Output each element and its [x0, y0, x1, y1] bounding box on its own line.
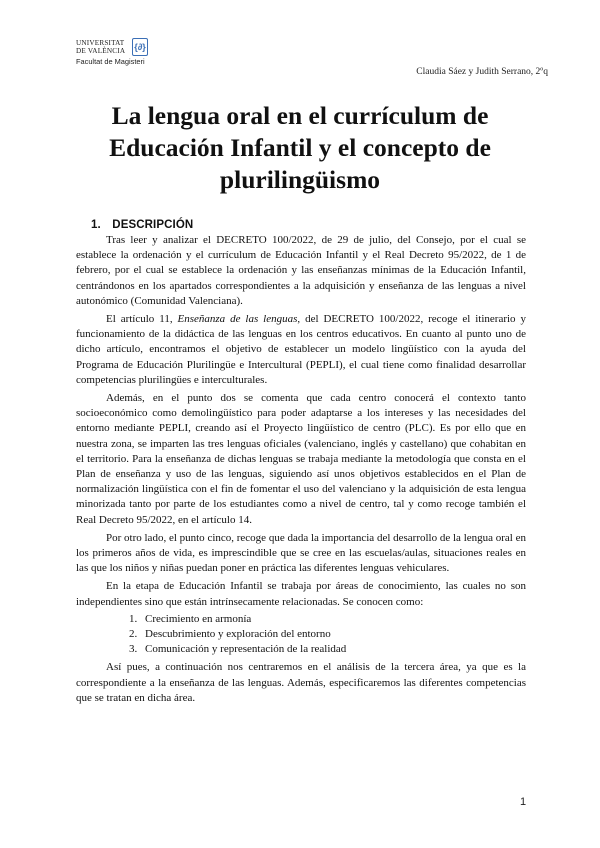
list-item-text: Descubrimiento y exploración del entorno	[145, 628, 331, 641]
list-item-text: Crecimiento en armonía	[145, 612, 252, 625]
section-heading	[91, 219, 193, 231]
paragraph-italic-text: Enseñanza de las lenguas	[177, 313, 298, 326]
title-line: Educación Infantil y el concepto de	[109, 133, 491, 162]
university-logo	[76, 38, 186, 68]
list-item	[76, 642, 526, 657]
title-line: plurilingüismo	[219, 165, 381, 194]
paragraph: En la etapa de Educación Infantil se trabaja por áreas de conocimiento, las cuales no son independientes sino que están intrínsecamente relacionadas. Se conocen como:	[76, 580, 526, 608]
logo-faculty-name: Facultat de Magisteri	[76, 57, 145, 66]
logo-university-line1: UNIVERSITAT	[76, 39, 125, 47]
list-item-number: 2.	[129, 628, 138, 641]
section-number: 1.	[91, 219, 101, 231]
logo-university-line2: DE VALÈNCIA	[76, 47, 126, 55]
paragraph-text: El artículo 11,	[106, 313, 178, 326]
logo-mark-icon: {∂}	[132, 38, 148, 56]
areas-list	[76, 612, 526, 658]
list-item-number: 3.	[129, 643, 138, 656]
document-title	[60, 100, 540, 196]
paragraph: Así pues, a continuación nos centraremos en el análisis de la tercera área, ya que es la correspondiente a la enseñanza de las lenguas. Además, especificaremos las diferentes competencias que se tratan en dicha área.	[76, 661, 526, 704]
logo-university-name	[76, 39, 125, 55]
document-body	[76, 233, 526, 709]
section-title: DESCRIPCIÓN	[112, 219, 194, 231]
paragraph	[76, 312, 526, 388]
authors-header: Claudia Sáez y Judith Serrano, 2ºq	[416, 67, 548, 77]
list-item	[76, 627, 526, 642]
paragraph-text: , del DECRETO 100/2022, recoge el itinerario y funcionamiento de la didáctica de las lenguas en los centros educativos. En cuanto al punto uno de dicho artículo, encontramos el objetivo de establecer un modelo lingüístico con la ayuda del Programa de Educación Plurilingüe e Intercultural (PEPLI), el cual tiene como finalidad desarrollar competencias plurilingües e interculturales.	[76, 313, 526, 386]
list-item-number: 1.	[129, 612, 138, 625]
paragraph: Por otro lado, el punto cinco, recoge que dada la importancia del desarrollo de la lengua oral en los primeros años de vida, es imprescindible que se cree en las escuelas/aulas, situaciones reales en las que los niños y niñas puedan poner en práctica las diferentes lenguas vehiculares.	[76, 531, 526, 575]
paragraph: Además, en el punto dos se comenta que cada centro conocerá el contexto tanto socioeconómico como demolingüístico para poder adaptarse a los intereses y las necesidades del entorno mediante PEPLI, creando así el Proyecto lingüístico de centro (PLC). Es por ello que en nuestra zona, se imparten las tres lenguas oficiales (valenciano, inglés y castellano) que cohabitan en el territorio. Para la enseñanza de dichas lenguas se trabaja mediante la metodología que consta en el Plan de enseñanza y uso de las lenguas, siguiendo así unos objetivos establecidos en el Plan de normalización lingüística con el fin de fomentar el uso del valenciano y la adquisición de esta lengua minorizada tanto por parte de los estudiantes como a nivel de centro, tal y como recoge también el Real Decreto 95/2022, en el artículo 14.	[76, 392, 526, 526]
page-number: 1	[520, 796, 527, 808]
list-item-text: Comunicación y representación de la realidad	[145, 643, 347, 656]
title-line: La lengua oral en el currículum de	[111, 101, 489, 130]
paragraph: Tras leer y analizar el DECRETO 100/2022, de 29 de julio, del Consejo, por el cual se establece la ordenación y el currículum de Educación Infantil y el Real Decreto 95/2022, de 1 de febrero, por el cual se establece la ordenación y las enseñanzas mínimas de la Educación Infantil, centrándonos en los apartados correspondientes a la adquisición y enseñanza de las lenguas a nivel autonómico (Comunidad Valenciana).	[76, 234, 526, 307]
list-item	[76, 612, 526, 627]
